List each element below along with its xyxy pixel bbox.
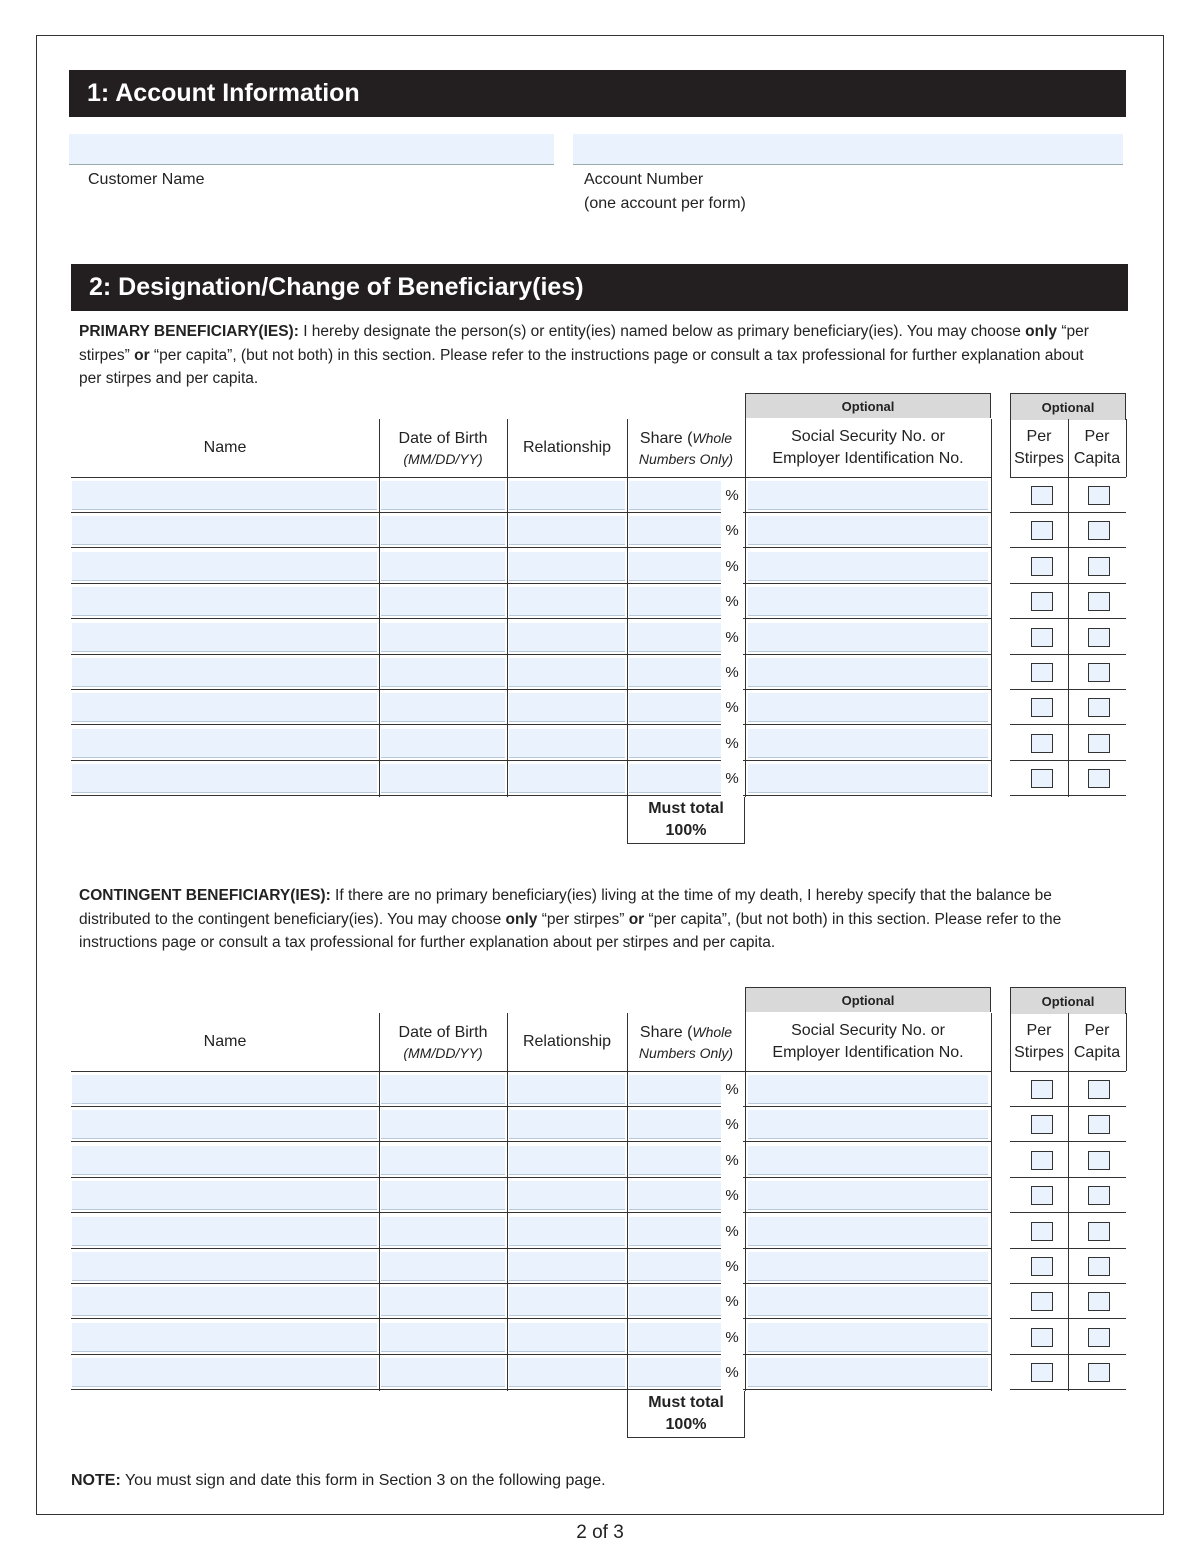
name-input[interactable]: [72, 1181, 377, 1210]
ssn-input[interactable]: [748, 1075, 988, 1104]
share-input[interactable]: [629, 1358, 721, 1387]
ssn-input[interactable]: [748, 1252, 988, 1281]
table-row: [71, 1214, 991, 1249]
share-input[interactable]: [629, 552, 721, 581]
col-name-label: Name: [203, 439, 247, 456]
ssn-input[interactable]: [748, 1181, 988, 1210]
dob-input[interactable]: [381, 764, 505, 793]
dob-input[interactable]: [381, 552, 505, 581]
percent-sign: %: [721, 478, 743, 513]
name-input[interactable]: [72, 1358, 377, 1387]
dob-input[interactable]: [381, 1217, 505, 1246]
dob-input[interactable]: [381, 516, 505, 545]
col-per-stirpes-line-2: Stirpes: [1014, 450, 1064, 467]
col-relationship-label: Relationship: [522, 1033, 612, 1050]
column-divider: [1126, 419, 1127, 477]
relationship-input[interactable]: [509, 1146, 625, 1175]
contingent-instructions: [79, 884, 1109, 955]
name-input[interactable]: [72, 587, 377, 616]
col-header-relationship: [507, 1013, 627, 1071]
share-input[interactable]: [629, 764, 721, 793]
column-divider: [991, 419, 992, 797]
relationship-input[interactable]: [509, 1287, 625, 1316]
share-input[interactable]: [629, 481, 721, 510]
per-capita-checkbox[interactable]: [1088, 592, 1110, 611]
checkbox-row: [1010, 513, 1126, 548]
col-share-line-1: [640, 1022, 732, 1044]
ssn-input[interactable]: [748, 623, 988, 652]
primary-or: or: [134, 346, 150, 364]
ssn-input[interactable]: [748, 1110, 988, 1139]
col-header-name: [71, 1013, 379, 1071]
share-input[interactable]: [629, 1252, 721, 1281]
name-input[interactable]: [72, 516, 377, 545]
section-2-header: [71, 264, 1128, 311]
col-per-stirpes-line-1: Per: [1026, 1022, 1052, 1039]
col-share-sub-2: Numbers Only): [638, 451, 734, 467]
col-relationship-label: Relationship: [522, 439, 612, 456]
relationship-input[interactable]: [509, 623, 625, 652]
percent-sign: %: [721, 726, 743, 761]
share-input[interactable]: [629, 1217, 721, 1246]
dob-input[interactable]: [381, 729, 505, 758]
primary-beneficiary-table: [71, 393, 1126, 845]
column-divider: [745, 987, 746, 1013]
account-number-label: Account Number: [584, 171, 704, 188]
must-total-box: [627, 797, 745, 844]
percent-sign: %: [721, 1249, 743, 1284]
optional-label: Optional: [841, 992, 895, 1008]
checkbox-row: [1010, 1284, 1126, 1319]
relationship-input[interactable]: [509, 1075, 625, 1104]
per-stirpes-checkbox[interactable]: [1031, 628, 1053, 647]
checkbox-row: [1010, 1355, 1126, 1390]
name-input[interactable]: [72, 552, 377, 581]
column-divider: [1010, 1013, 1011, 1071]
contingent-lead: CONTINGENT BENEFICIARY(IES):: [79, 887, 331, 904]
primary-text-1: I hereby designate the person(s) or entity(ies) named below as primary beneficiary(ies). You may choose: [298, 323, 1026, 340]
relationship-input[interactable]: [509, 1358, 625, 1387]
section-2-title: 2: Designation/Change of Beneficiary(ies): [89, 273, 584, 301]
checkbox-row: [1010, 1107, 1126, 1142]
share-input[interactable]: [629, 516, 721, 545]
per-stirpes-checkbox[interactable]: [1031, 521, 1053, 540]
name-input[interactable]: [72, 1075, 377, 1104]
contingent-beneficiary-table: [71, 987, 1126, 1439]
table-row: [71, 1143, 991, 1178]
column-divider: [1126, 1013, 1127, 1071]
relationship-input[interactable]: [509, 658, 625, 687]
note-text: You must sign and date this form in Section 3 on the following page.: [120, 1472, 606, 1489]
name-input[interactable]: [72, 1110, 377, 1139]
col-per-capita-line-2: Capita: [1073, 1044, 1121, 1061]
share-input[interactable]: [629, 1146, 721, 1175]
col-per-capita-line-2: Capita: [1073, 450, 1121, 467]
per-capita-checkbox[interactable]: [1088, 1151, 1110, 1170]
table-row: [71, 513, 991, 548]
optional-label: Optional: [841, 398, 895, 414]
note-lead: NOTE:: [71, 1472, 121, 1489]
col-dob-label: Date of Birth: [398, 430, 488, 447]
per-capita-checkbox[interactable]: [1088, 1328, 1110, 1347]
dob-input[interactable]: [381, 658, 505, 687]
per-capita-checkbox[interactable]: [1088, 1186, 1110, 1205]
share-input[interactable]: [629, 658, 721, 687]
dob-input[interactable]: [381, 1287, 505, 1316]
must-total-line-2: 100%: [665, 821, 707, 839]
name-input[interactable]: [72, 1323, 377, 1352]
table-row: [71, 478, 991, 513]
col-dob-format: (MM/DD/YY): [403, 1045, 483, 1061]
name-input[interactable]: [72, 729, 377, 758]
table-row: [71, 761, 991, 796]
table-row: [71, 1284, 991, 1319]
section-1-header: [69, 70, 1126, 117]
dob-input[interactable]: [381, 1146, 505, 1175]
percent-sign: %: [721, 1178, 743, 1213]
share-input[interactable]: [629, 623, 721, 652]
ssn-input[interactable]: [748, 693, 988, 722]
ssn-input[interactable]: [748, 764, 988, 793]
col-ssn-line-1: Social Security No. or: [791, 428, 945, 445]
table-row: [71, 726, 991, 761]
relationship-input[interactable]: [509, 1252, 625, 1281]
primary-text-3: “per capita”, (but not both) in this section. Please refer to the instructions page or consult a tax professional for further explanation about per stirpes and per capita.: [79, 346, 1084, 387]
optional-label: Optional: [1041, 399, 1095, 415]
col-name-label: Name: [203, 1033, 247, 1050]
contingent-only: only: [505, 910, 538, 928]
per-stirpes-checkbox[interactable]: [1031, 698, 1053, 717]
per-stirpes-checkbox[interactable]: [1031, 486, 1053, 505]
share-input[interactable]: [629, 587, 721, 616]
per-stirpes-checkbox[interactable]: [1031, 557, 1053, 576]
relationship-input[interactable]: [509, 693, 625, 722]
col-header-ssn: [745, 419, 991, 477]
per-stirpes-checkbox[interactable]: [1031, 663, 1053, 682]
dob-input[interactable]: [381, 1181, 505, 1210]
per-stirpes-checkbox[interactable]: [1031, 1186, 1053, 1205]
relationship-input[interactable]: [509, 516, 625, 545]
ssn-input[interactable]: [748, 1217, 988, 1246]
contingent-or: or: [628, 910, 645, 928]
column-divider: [991, 1013, 992, 1391]
col-header-relationship: [507, 419, 627, 477]
primary-lead: PRIMARY BENEFICIARY(IES):: [79, 323, 299, 340]
share-input[interactable]: [629, 1181, 721, 1210]
col-header-per-capita: [1068, 1013, 1126, 1071]
column-divider: [745, 393, 746, 419]
ssn-input[interactable]: [748, 552, 988, 581]
percent-sign: %: [721, 690, 743, 725]
col-dob-format: (MM/DD/YY): [403, 451, 483, 467]
name-input[interactable]: [72, 1287, 377, 1316]
primary-text-2: “per stirpes”: [79, 323, 1089, 364]
percent-sign: %: [721, 1284, 743, 1319]
share-input[interactable]: [629, 693, 721, 722]
percent-sign: %: [721, 1320, 743, 1355]
table-row: [71, 620, 991, 655]
dob-input[interactable]: [381, 1323, 505, 1352]
relationship-input[interactable]: [509, 1181, 625, 1210]
checkbox-row: [1010, 620, 1126, 655]
col-header-per-stirpes: [1010, 1013, 1068, 1071]
percent-sign: %: [721, 1214, 743, 1249]
ssn-input[interactable]: [748, 1323, 988, 1352]
checkbox-row: [1010, 1320, 1126, 1355]
col-dob-label: Date of Birth: [398, 1024, 488, 1041]
percent-sign: %: [721, 513, 743, 548]
col-per-capita-line-1: Per: [1084, 428, 1110, 445]
per-stirpes-checkbox[interactable]: [1031, 1115, 1053, 1134]
page-number: 2 of 3: [576, 1522, 624, 1543]
per-capita-checkbox[interactable]: [1088, 1115, 1110, 1134]
col-per-stirpes-line-1: Per: [1026, 428, 1052, 445]
col-ssn-line-2: Employer Identification No.: [772, 450, 964, 467]
table-row: [71, 549, 991, 584]
per-capita-checkbox[interactable]: [1088, 557, 1110, 576]
relationship-input[interactable]: [509, 587, 625, 616]
percent-sign: %: [721, 1143, 743, 1178]
share-input[interactable]: [629, 729, 721, 758]
col-share-line-1: [640, 428, 732, 450]
optional-ssn-header: [745, 393, 991, 418]
col-ssn-line-1: Social Security No. or: [791, 1022, 945, 1039]
per-capita-checkbox[interactable]: [1088, 663, 1110, 682]
dob-input[interactable]: [381, 1358, 505, 1387]
checkbox-row: [1010, 761, 1126, 796]
checkbox-row: [1010, 584, 1126, 619]
share-input[interactable]: [629, 1075, 721, 1104]
percent-sign: %: [721, 1107, 743, 1142]
account-number-note: (one account per form): [584, 195, 746, 212]
col-header-ssn: [745, 1013, 991, 1071]
section-1-title: 1: Account Information: [87, 79, 360, 107]
per-capita-checkbox[interactable]: [1088, 1292, 1110, 1311]
dob-input[interactable]: [381, 1252, 505, 1281]
col-header-dob: [379, 419, 507, 477]
per-stirpes-checkbox[interactable]: [1031, 1257, 1053, 1276]
table-row: [71, 1107, 991, 1142]
col-header-dob: [379, 1013, 507, 1071]
checkbox-row: [1010, 1249, 1126, 1284]
per-capita-checkbox[interactable]: [1088, 1363, 1110, 1382]
table-row: [71, 1072, 991, 1107]
relationship-input[interactable]: [509, 481, 625, 510]
primary-only: only: [1025, 323, 1058, 340]
checkbox-row: [1010, 1178, 1126, 1213]
name-input[interactable]: [72, 658, 377, 687]
name-input[interactable]: [72, 1217, 377, 1246]
optional-label: Optional: [1041, 993, 1095, 1009]
table-row: [71, 1320, 991, 1355]
must-total-line-2: 100%: [665, 1415, 707, 1433]
per-stirpes-checkbox[interactable]: [1031, 1151, 1053, 1170]
dob-input[interactable]: [381, 623, 505, 652]
name-input[interactable]: [72, 623, 377, 652]
account-number-field[interactable]: [573, 134, 1123, 165]
dob-input[interactable]: [381, 587, 505, 616]
share-input[interactable]: [629, 1110, 721, 1139]
optional-ssn-header: [745, 987, 991, 1012]
col-ssn-line-2: Employer Identification No.: [772, 1044, 964, 1061]
name-input[interactable]: [72, 764, 377, 793]
table-row: [71, 655, 991, 690]
ssn-input[interactable]: [748, 1146, 988, 1175]
percent-sign: %: [721, 1355, 743, 1390]
name-input[interactable]: [72, 1146, 377, 1175]
percent-sign: %: [721, 620, 743, 655]
percent-sign: %: [721, 761, 743, 796]
dob-input[interactable]: [381, 1110, 505, 1139]
ssn-input[interactable]: [748, 658, 988, 687]
per-capita-checkbox[interactable]: [1088, 734, 1110, 753]
col-share-label: Share (: [639, 1024, 693, 1041]
table-row: [71, 690, 991, 725]
per-capita-checkbox[interactable]: [1088, 1222, 1110, 1241]
per-capita-checkbox[interactable]: [1088, 521, 1110, 540]
dob-input[interactable]: [381, 1075, 505, 1104]
must-total-line-1: Must total: [648, 1393, 724, 1411]
ssn-input[interactable]: [748, 729, 988, 758]
per-capita-checkbox[interactable]: [1088, 1257, 1110, 1276]
col-header-per-stirpes: [1010, 419, 1068, 477]
checkbox-row: [1010, 549, 1126, 584]
table-row: [71, 1178, 991, 1213]
must-total-line-1: Must total: [648, 799, 724, 817]
ssn-input[interactable]: [748, 1358, 988, 1387]
ssn-input[interactable]: [748, 1287, 988, 1316]
relationship-input[interactable]: [509, 1110, 625, 1139]
name-input[interactable]: [72, 693, 377, 722]
per-capita-checkbox[interactable]: [1088, 486, 1110, 505]
must-total-box: [627, 1391, 745, 1438]
col-header-per-capita: [1068, 419, 1126, 477]
col-per-stirpes-line-2: Stirpes: [1014, 1044, 1064, 1061]
relationship-input[interactable]: [509, 764, 625, 793]
ssn-input[interactable]: [748, 481, 988, 510]
contingent-text-3: “per capita”, (but not both) in this section. Please refer to the instructions page or consult a tax professional for further explanation about per stirpes and per capita.: [79, 910, 1062, 951]
note: [71, 1472, 606, 1490]
share-input[interactable]: [629, 1287, 721, 1316]
dob-input[interactable]: [381, 693, 505, 722]
relationship-input[interactable]: [509, 729, 625, 758]
per-stirpes-checkbox[interactable]: [1031, 1328, 1053, 1347]
dob-input[interactable]: [381, 481, 505, 510]
per-capita-checkbox[interactable]: [1088, 769, 1110, 788]
customer-name-label: Customer Name: [88, 171, 205, 188]
per-stirpes-checkbox[interactable]: [1031, 1363, 1053, 1382]
per-stirpes-checkbox[interactable]: [1031, 1292, 1053, 1311]
col-share-sub-1: Whole: [692, 1024, 733, 1040]
relationship-input[interactable]: [509, 1323, 625, 1352]
col-header-name: [71, 419, 379, 477]
percent-sign: %: [721, 584, 743, 619]
checkbox-row: [1010, 726, 1126, 761]
optional-distribution-header: [1010, 987, 1126, 1014]
percent-sign: %: [721, 1072, 743, 1107]
share-input[interactable]: [629, 1323, 721, 1352]
per-stirpes-checkbox[interactable]: [1031, 769, 1053, 788]
checkbox-row: [1010, 1214, 1126, 1249]
per-capita-checkbox[interactable]: [1088, 1080, 1110, 1099]
name-input[interactable]: [72, 481, 377, 510]
ssn-input[interactable]: [748, 587, 988, 616]
optional-distribution-header: [1010, 393, 1126, 420]
per-stirpes-checkbox[interactable]: [1031, 1080, 1053, 1099]
col-share-sub-2: Numbers Only): [638, 1045, 734, 1061]
column-divider: [1010, 419, 1011, 477]
col-share-sub-1: Whole: [692, 430, 733, 446]
checkbox-row: [1010, 655, 1126, 690]
checkbox-row: [1010, 1072, 1126, 1107]
per-stirpes-checkbox[interactable]: [1031, 592, 1053, 611]
contingent-text-2: “per stirpes”: [537, 910, 629, 928]
per-stirpes-checkbox[interactable]: [1031, 1222, 1053, 1241]
ssn-input[interactable]: [748, 516, 988, 545]
per-capita-checkbox[interactable]: [1088, 698, 1110, 717]
relationship-input[interactable]: [509, 552, 625, 581]
col-per-capita-line-1: Per: [1084, 1022, 1110, 1039]
col-header-share: [627, 419, 745, 477]
percent-sign: %: [721, 655, 743, 690]
col-header-share: [627, 1013, 745, 1071]
customer-name-field[interactable]: [69, 134, 554, 165]
table-row: [71, 1249, 991, 1284]
table-row: [71, 584, 991, 619]
per-capita-checkbox[interactable]: [1088, 628, 1110, 647]
per-stirpes-checkbox[interactable]: [1031, 734, 1053, 753]
checkbox-row: [1010, 690, 1126, 725]
checkbox-row: [1010, 1143, 1126, 1178]
percent-sign: %: [721, 549, 743, 584]
checkbox-row: [1010, 478, 1126, 513]
contingent-text-1: If there are no primary beneficiary(ies) living at the time of my death, I hereby specify that the balance be distributed to the contingent beneficiary(ies). You may choose: [79, 887, 1052, 928]
table-row: [71, 1355, 991, 1390]
col-share-label: Share (: [639, 430, 693, 447]
relationship-input[interactable]: [509, 1217, 625, 1246]
primary-instructions: [79, 320, 1109, 391]
name-input[interactable]: [72, 1252, 377, 1281]
